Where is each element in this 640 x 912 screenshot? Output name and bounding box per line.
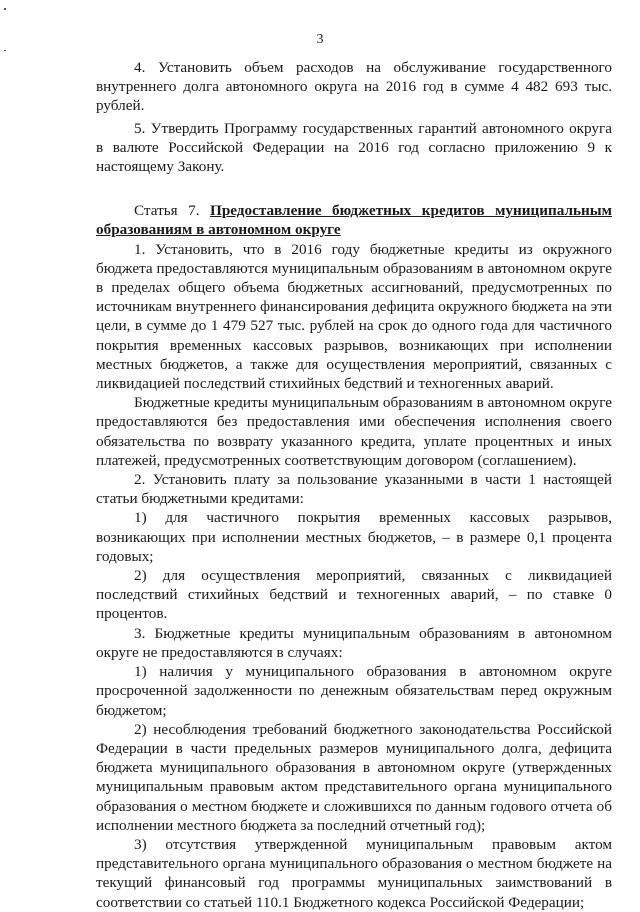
paragraph-fee-item-2: 2) для осуществления мероприятий, связанных с ликвидацией последствий стихийных бедствий и техногенных аварий, – по ставке 0 процентов. xyxy=(96,567,612,623)
article-label: Статья 7. xyxy=(134,202,200,220)
spacer xyxy=(96,176,612,201)
paragraph-item-5: 5. Утвердить Программу государственных гарантий автономного округа в валюте Российской Федерации на 2016 год согласно приложению 9 к настоящему Закону. xyxy=(96,119,612,176)
paragraph-fee-item-1: 1) для частичного покрытия временных кассовых разрывов, возникающих при исполнении местных бюджетов, – в размере 0,1 процента годовых; xyxy=(96,509,612,565)
paragraph-case-3: 3) отсутствия утвержденной муниципальным правовым актом представительного органа муниципального образования о местном бюджете на текущий финансовый год программы муниципальных заимствований в соответствии со статьей 110.1 Бюджетного кодекса Российской Федерации; xyxy=(96,835,612,911)
article-heading xyxy=(96,201,612,239)
article-title: Предоставление бюджетных кредитов муниципальным образованиям в автономном округе xyxy=(96,202,612,239)
scan-artifact-mark xyxy=(4,8,6,10)
paragraph-credits-no-security: Бюджетные кредиты муниципальным образованиям в автономном округе предоставляются без предоставления ими обеспечения исполнения своего обязательства по возврату указанного кредита, уплате процентных и иных платежей, предусмотренных соответствующим договором (соглашением). xyxy=(96,394,612,469)
scan-artifact-mark xyxy=(4,50,6,51)
page-number: 3 xyxy=(316,32,324,47)
paragraph-case-1: 1) наличия у муниципального образования в автономном округе просроченной задолженности по денежным обязательствам перед окружным бюджетом; xyxy=(96,663,612,719)
paragraph-case-2: 2) несоблюдения требований бюджетного законодательства Российской Федерации в части предельных размеров муниципального долга, дефицита бюджета муниципального образования в автономном округе (утвержденных муниципальным правовым актом представительного органа муниципального образования о местном бюджете и сложившихся по данным годового отчета об исполнении местного бюджета за последний отчетный год); xyxy=(96,720,612,834)
paragraph-part-3: 3. Бюджетные кредиты муниципальным образованиям в автономном округе не предоставляются в случаях: xyxy=(96,624,612,661)
paragraph-part-2: 2. Установить плату за пользование указанными в части 1 настоящей статьи бюджетными кредитами: xyxy=(96,471,612,508)
document-body xyxy=(96,58,612,912)
paragraph-item-4: 4. Установить объем расходов на обслуживание государственного внутреннего долга автономного округа на 2016 год в сумме 4 482 693 тыс. рублей. xyxy=(96,59,612,115)
paragraph-part-1: 1. Установить, что в 2016 году бюджетные кредиты из окружного бюджета предоставляются муниципальным образованиям в автономном округе в пределах общего объема бюджетных ассигнований, предусмотренных по источникам внутреннего финансирования дефицита окружного бюджета на эти цели, в сумме до 1 479 527 тыс. рублей на срок до одного года для частичного покрытия временных кассовых разрывов, возникающих при исполнении местных бюджетов, а также для осуществления мероприятий, связанных с ликвидацией последствий стихийных бедствий и техногенных аварий. xyxy=(96,240,612,393)
